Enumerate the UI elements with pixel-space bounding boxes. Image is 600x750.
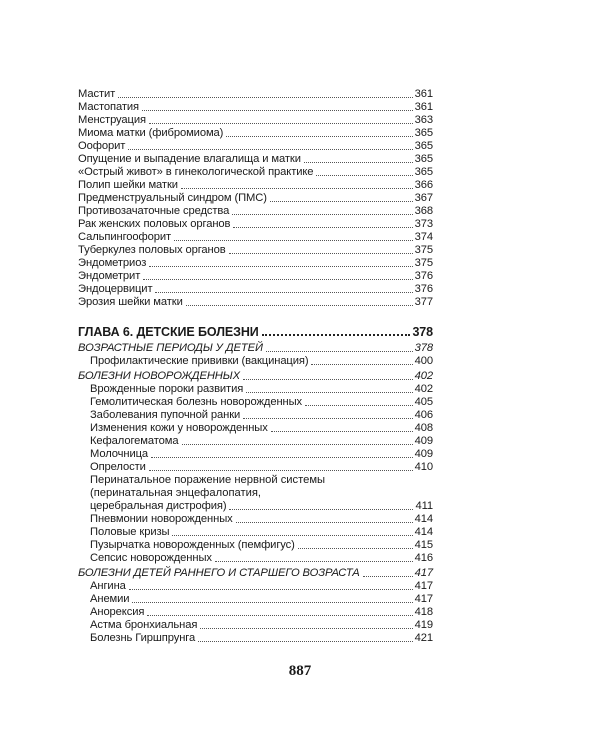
leader-dots (243, 418, 412, 419)
entry-page: 415 (414, 539, 433, 551)
entry-page: 363 (414, 114, 433, 126)
entry-page: 376 (414, 283, 433, 295)
entry-title-line-1: Перинатальное поражение нервной системы (90, 474, 326, 486)
entry-title: Эндоцервицит (78, 283, 153, 295)
entry-page: 411 (415, 500, 433, 512)
toc-entry[interactable] (78, 283, 433, 296)
toc-entry[interactable] (78, 422, 433, 435)
toc-entry[interactable] (78, 296, 433, 309)
entry-title: Сепсис новорожденных (90, 552, 212, 564)
entry-page: 417 (414, 580, 433, 592)
entry-title: Молочница (90, 448, 149, 460)
entry-title: Опрелости (90, 461, 146, 473)
entry-title: Пузырчатка новорожденных (пемфигус) (90, 539, 295, 551)
toc-entry[interactable] (78, 88, 433, 101)
toc-entry[interactable] (78, 205, 433, 218)
childhood-entries (78, 580, 433, 645)
section-page: 378 (414, 342, 433, 354)
entry-page: 418 (414, 606, 433, 618)
entry-title: Половые кризы (90, 526, 170, 538)
table-of-contents (78, 88, 433, 645)
entry-title-line-2: (перинатальная энцефалопатия, (90, 487, 262, 499)
leader-dots (147, 615, 412, 616)
section-page: 402 (414, 370, 433, 382)
entry-page: 375 (414, 244, 433, 256)
entry-title: Анорексия (90, 606, 145, 618)
chapter-heading[interactable] (78, 324, 433, 340)
leader-dots (149, 123, 413, 124)
toc-entry[interactable] (78, 632, 433, 645)
section-heading-childhood-diseases[interactable] (78, 567, 433, 580)
leader-dots (129, 589, 413, 590)
entry-page: 366 (414, 179, 433, 191)
chapter-title: ГЛАВА 6. ДЕТСКИЕ БОЛЕЗНИ (78, 325, 259, 339)
section-heading-newborn-diseases[interactable] (78, 370, 433, 383)
entry-page: 375 (414, 257, 433, 269)
toc-entry[interactable] (78, 593, 433, 606)
toc-entry[interactable] (78, 448, 433, 461)
entry-page: 414 (414, 526, 433, 538)
section-title: БОЛЕЗНИ НОВОРОЖДЕННЫХ (78, 370, 240, 382)
leader-dots (174, 240, 413, 241)
toc-entry[interactable] (78, 435, 433, 448)
entry-last-line (90, 500, 433, 513)
leader-dots (236, 522, 413, 523)
page-number: 887 (288, 663, 312, 679)
entry-page: 400 (414, 355, 433, 367)
entry-page: 421 (414, 632, 433, 644)
leader-dots (243, 379, 413, 380)
entry-page: 368 (414, 205, 433, 217)
entry-title: Ангина (90, 580, 126, 592)
entry-page: 416 (414, 552, 433, 564)
entry-page: 361 (414, 88, 433, 100)
leader-dots (182, 444, 413, 445)
entry-title: Миома матки (фибромиома) (78, 127, 224, 139)
toc-entry[interactable] (78, 539, 433, 552)
leader-dots (305, 405, 413, 406)
entry-page: 365 (414, 127, 433, 139)
leader-dots (200, 628, 412, 629)
age-periods-entries (78, 355, 433, 368)
entry-title: Заболевания пупочной ранки (90, 409, 241, 421)
leader-dots (316, 175, 412, 176)
entry-page: 414 (414, 513, 433, 525)
entry-page: 365 (414, 140, 433, 152)
leader-dots (151, 457, 413, 458)
leader-dots (262, 334, 411, 336)
toc-entry[interactable] (78, 383, 433, 396)
toc-entry[interactable] (78, 355, 433, 368)
entry-title: Эндометрит (78, 270, 141, 282)
leader-dots (270, 201, 413, 202)
entry-title: Полип шейки матки (78, 179, 178, 191)
toc-entry[interactable] (78, 552, 433, 565)
leader-dots (198, 641, 413, 642)
toc-entry[interactable] (78, 409, 433, 422)
entry-title: Пневмонии новорожденных (90, 513, 233, 525)
entry-page: 377 (414, 296, 433, 308)
entry-page: 365 (414, 166, 433, 178)
entry-title: Туберкулез половых органов (78, 244, 226, 256)
entry-page: 365 (414, 153, 433, 165)
leader-dots (304, 162, 413, 163)
entry-title: Анемии (90, 593, 130, 605)
leader-dots (229, 253, 413, 254)
toc-entry[interactable] (78, 526, 433, 539)
toc-entry[interactable] (78, 396, 433, 409)
entry-page: 417 (414, 593, 433, 605)
leader-dots (155, 292, 412, 293)
entry-page: 361 (414, 101, 433, 113)
toc-entry[interactable] (78, 461, 433, 474)
leader-dots (271, 431, 413, 432)
entry-title: Мастопатия (78, 101, 139, 113)
toc-entry[interactable] (78, 270, 433, 283)
leader-dots (186, 305, 413, 306)
toc-entry[interactable] (78, 179, 433, 192)
leader-dots (132, 602, 412, 603)
entry-page: 405 (414, 396, 433, 408)
entry-title: Эндометриоз (78, 257, 147, 269)
toc-entry[interactable] (78, 606, 433, 619)
section-page: 417 (414, 567, 433, 579)
leader-dots (226, 136, 412, 137)
entry-title: Изменения кожи у новорожденных (90, 422, 268, 434)
toc-entry[interactable] (78, 166, 433, 179)
leader-dots (172, 535, 412, 536)
entry-title: Профилактические прививки (вакцинация) (90, 355, 309, 367)
entry-page: 376 (414, 270, 433, 282)
toc-entry[interactable] (78, 619, 433, 632)
leader-dots (118, 97, 412, 98)
gynecology-entries (78, 88, 433, 309)
leader-dots (311, 364, 412, 365)
toc-entry[interactable] (78, 101, 433, 114)
toc-entry[interactable] (78, 127, 433, 140)
entry-title: Предменструальный синдром (ПМС) (78, 192, 267, 204)
entry-page: 419 (414, 619, 433, 631)
leader-dots (143, 279, 412, 280)
toc-entry[interactable] (78, 140, 433, 153)
toc-entry[interactable] (78, 257, 433, 270)
leader-dots (149, 470, 413, 471)
entry-page: 406 (414, 409, 433, 421)
entry-page: 409 (414, 448, 433, 460)
entry-title-line-3: церебральная дистрофия) (90, 500, 227, 512)
section-title: ВОЗРАСТНЫЕ ПЕРИОДЫ У ДЕТЕЙ (78, 342, 263, 354)
leader-dots (246, 392, 412, 393)
leader-dots (149, 266, 412, 267)
leader-dots (232, 214, 412, 215)
toc-entry[interactable] (78, 580, 433, 593)
entry-title: Опущение и выпадение влагалища и матки (78, 153, 301, 165)
section-title: БОЛЕЗНИ ДЕТЕЙ РАННЕГО И СТАРШЕГО ВОЗРАСТА (78, 567, 360, 579)
entry-title: Противозачаточные средства (78, 205, 230, 217)
entry-title: Сальпингоофорит (78, 231, 172, 243)
entry-title: «Острый живот» в гинекологической практике (78, 166, 314, 178)
newborn-entries-a (78, 383, 433, 474)
entry-page: 410 (414, 461, 433, 473)
leader-dots (233, 227, 412, 228)
entry-page: 402 (414, 383, 433, 395)
chapter-page: 378 (412, 325, 433, 339)
entry-page: 408 (414, 422, 433, 434)
newborn-entries-b (78, 513, 433, 565)
toc-entry[interactable] (78, 218, 433, 231)
entry-title: Оофорит (78, 140, 126, 152)
section-heading-age-periods[interactable] (78, 342, 433, 355)
toc-entry[interactable] (78, 513, 433, 526)
entry-page: 373 (414, 218, 433, 230)
entry-page: 367 (414, 192, 433, 204)
toc-entry-multiline[interactable] (78, 474, 433, 513)
leader-dots (266, 351, 413, 352)
toc-entry[interactable] (78, 114, 433, 127)
entry-title: Рак женских половых органов (78, 218, 231, 230)
entry-title: Гемолитическая болезнь новорожденных (90, 396, 303, 408)
leader-dots (215, 561, 413, 562)
leader-dots (128, 149, 412, 150)
entry-title: Менструация (78, 114, 146, 126)
entry-page: 409 (414, 435, 433, 447)
leader-dots (142, 110, 413, 111)
leader-dots (229, 509, 413, 510)
entry-title: Врожденные пороки развития (90, 383, 244, 395)
entry-title: Эрозия шейки матки (78, 296, 183, 308)
entry-page: 374 (414, 231, 433, 243)
toc-entry[interactable] (78, 153, 433, 166)
entry-title: Болезнь Гиршпрунга (90, 632, 196, 644)
leader-dots (298, 548, 413, 549)
leader-dots (363, 576, 413, 577)
toc-entry[interactable] (78, 231, 433, 244)
entry-title: Кефалогематома (90, 435, 179, 447)
leader-dots (181, 188, 413, 189)
toc-entry[interactable] (78, 192, 433, 205)
toc-entry[interactable] (78, 244, 433, 257)
entry-title: Астма бронхиальная (90, 619, 198, 631)
entry-title: Мастит (78, 88, 116, 100)
